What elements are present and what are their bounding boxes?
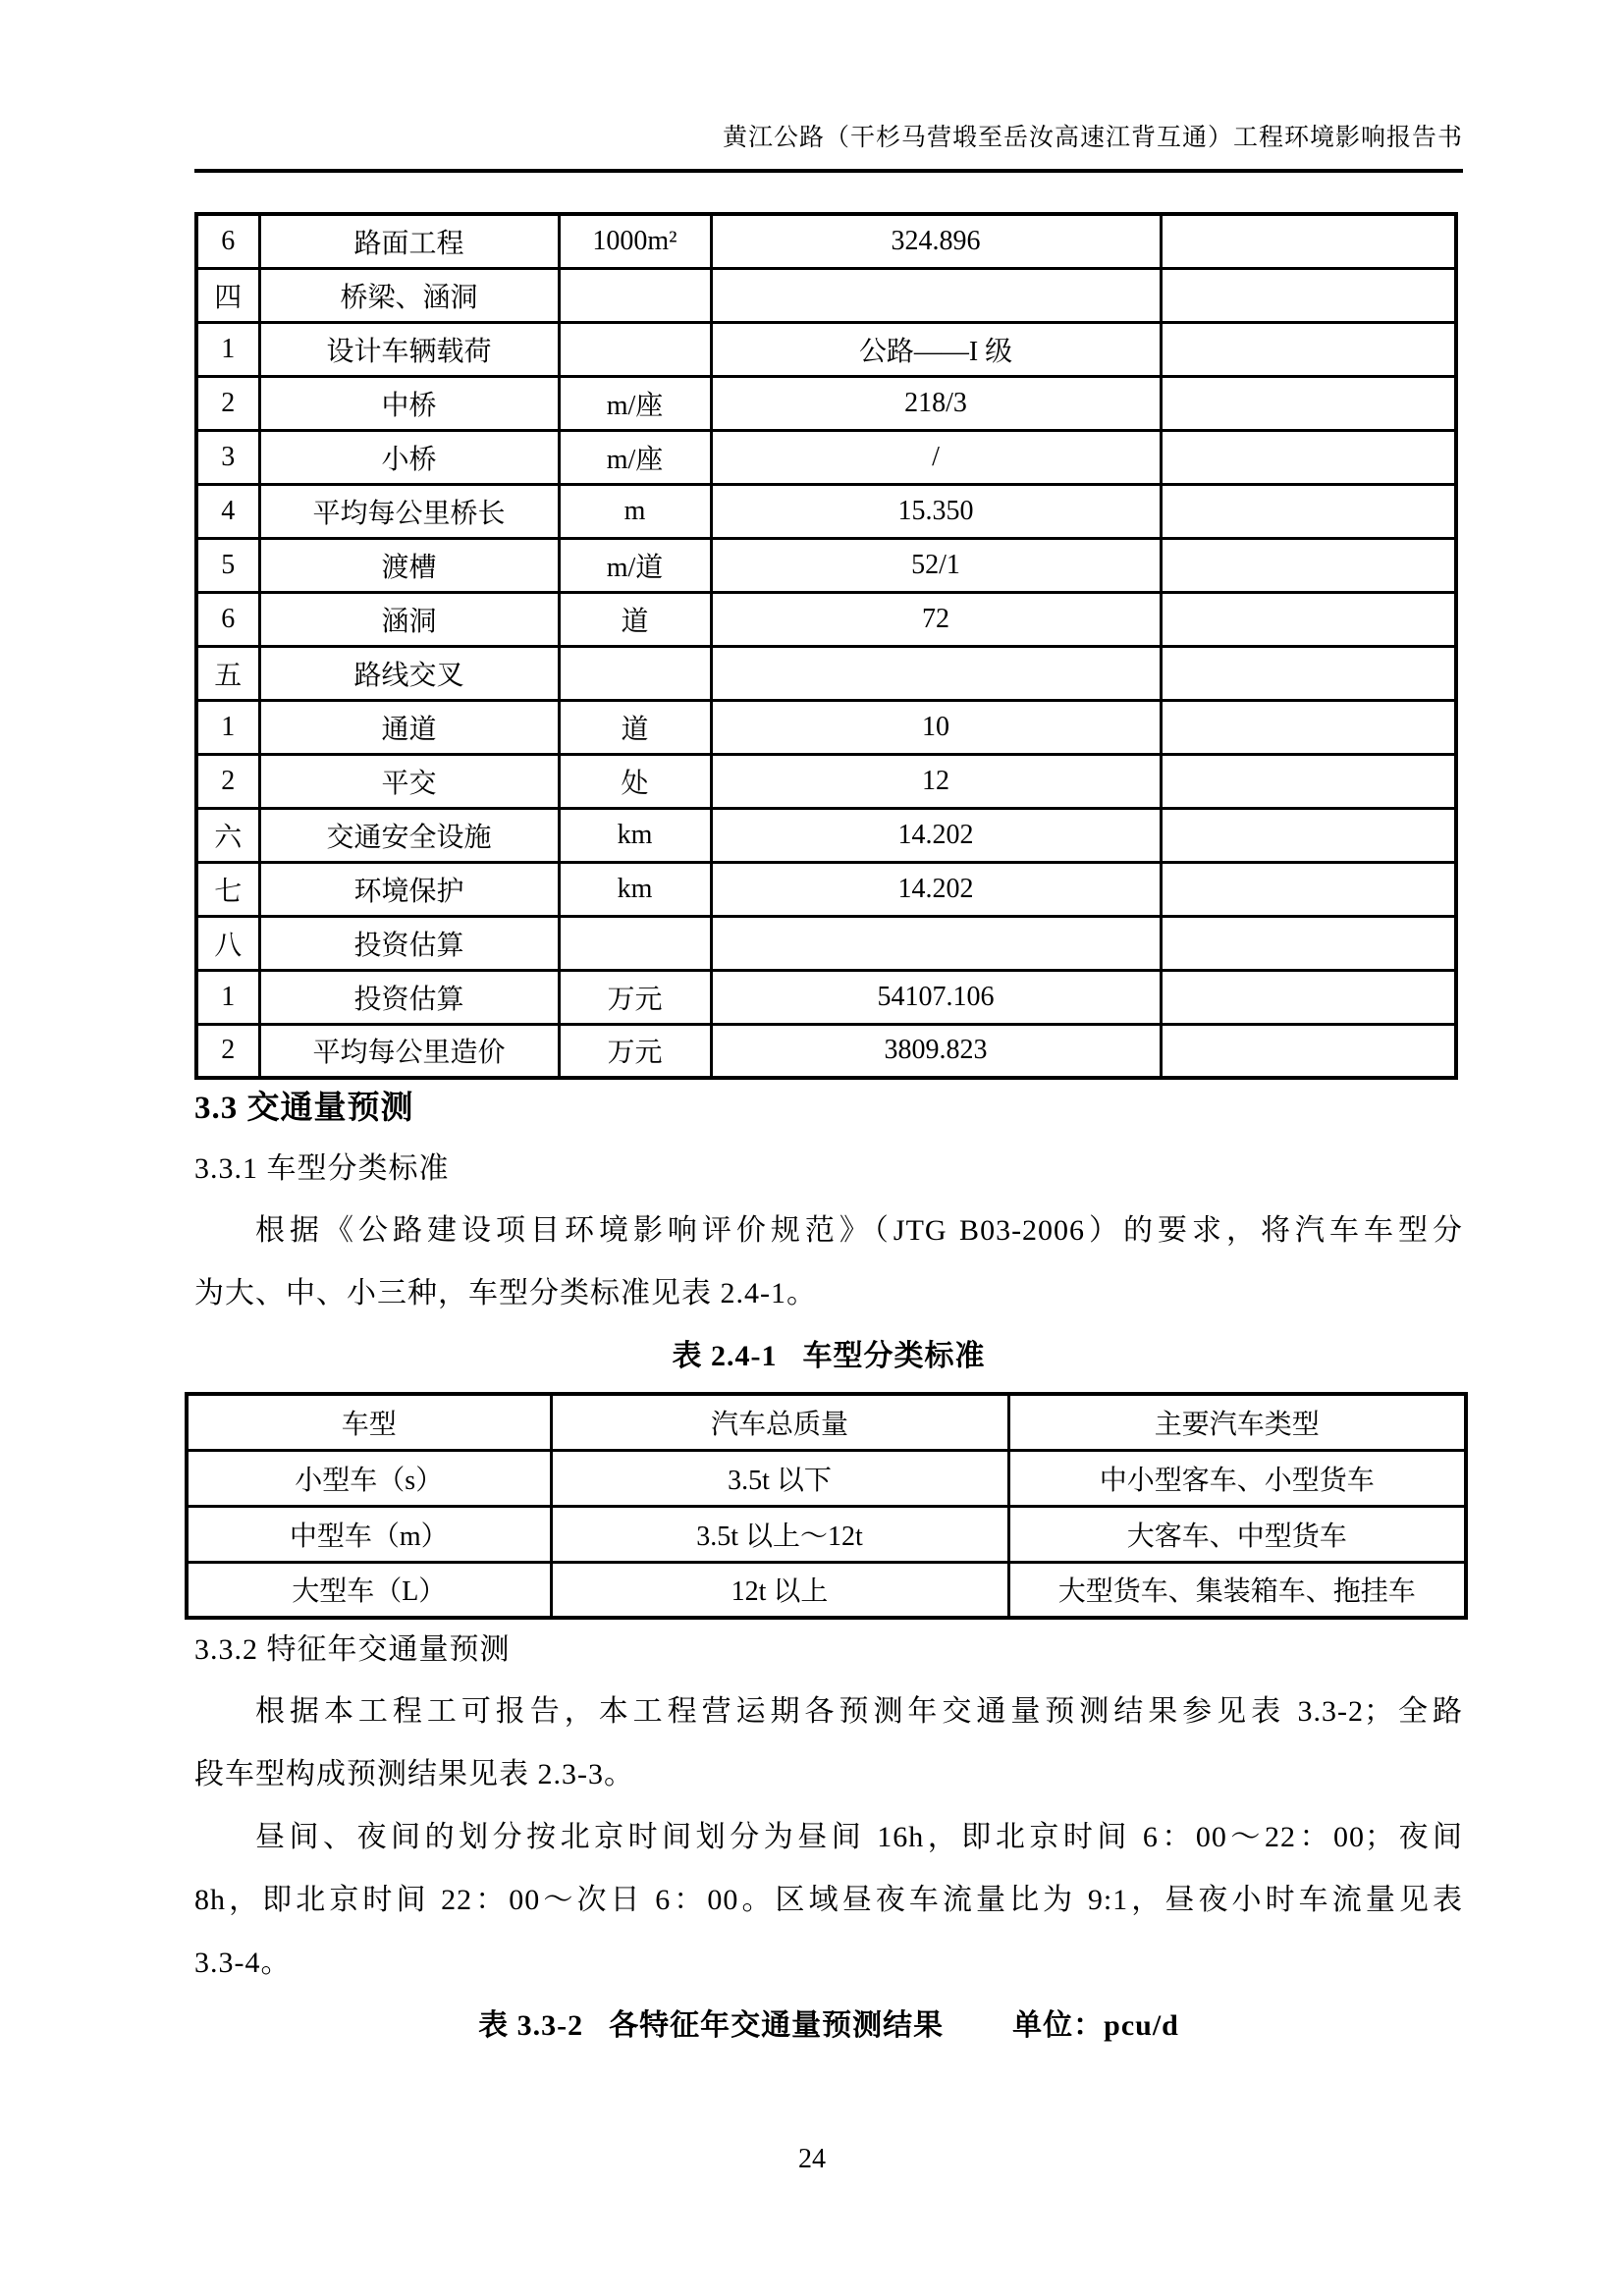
cell-item: 设计车辆载荷	[259, 322, 559, 376]
cell-no: 4	[196, 484, 259, 538]
table-row	[196, 754, 1456, 808]
header-cell-vehicle-type: 车型	[187, 1394, 551, 1450]
paragraph-line: 根据本工程工可报告，本工程营运期各预测年交通量预测结果参见表 3.3-2；全路	[255, 1695, 1463, 1728]
cell-no: 2	[196, 1024, 259, 1078]
cell-gross-mass: 12t 以上	[551, 1562, 1008, 1618]
vehicle-table-caption	[194, 1335, 1463, 1378]
cell-unit	[559, 916, 711, 970]
cell-qty: 15.350	[711, 484, 1161, 538]
cell-qty	[711, 268, 1161, 322]
cell-qty	[711, 916, 1161, 970]
table-row	[196, 268, 1456, 322]
cell-no: 1	[196, 970, 259, 1024]
cell-qty: 12	[711, 754, 1161, 808]
cell-qty: 10	[711, 700, 1161, 754]
table-row	[196, 214, 1456, 268]
cell-unit: 1000m²	[559, 214, 711, 268]
header-rule	[194, 169, 1463, 173]
paragraph-vehicle-classification	[194, 1200, 1463, 1325]
header-cell-main-types: 主要汽车类型	[1008, 1394, 1466, 1450]
cell-gross-mass: 3.5t 以上～12t	[551, 1506, 1008, 1562]
cell-remark	[1161, 916, 1456, 970]
cell-unit: m/道	[559, 538, 711, 592]
traffic-table-caption	[194, 2004, 1463, 2048]
cell-unit	[559, 646, 711, 700]
table-row	[196, 322, 1456, 376]
cell-remark	[1161, 430, 1456, 484]
cell-unit: 道	[559, 700, 711, 754]
cell-unit: km	[559, 862, 711, 916]
paragraph-line: 昼间、夜间的划分按北京时间划分为昼间 16h，即北京时间 6：00～22：00；夜间	[255, 1821, 1463, 1853]
traffic-table-caption-title: 各特征年交通量预测结果	[609, 2009, 945, 2042]
section-3-3-heading: 3.3 交通量预测	[194, 1091, 414, 1126]
cell-remark	[1161, 1024, 1456, 1078]
cell-remark	[1161, 970, 1456, 1024]
cell-qty: 公路——I 级	[711, 322, 1161, 376]
cell-qty: 14.202	[711, 862, 1161, 916]
section-3-3-1-heading: 3.3.1 车型分类标准	[194, 1152, 450, 1185]
cell-remark	[1161, 646, 1456, 700]
paragraph-line: 为大、中、小三种，车型分类标准见表 2.4-1。	[194, 1277, 817, 1309]
table-row	[196, 430, 1456, 484]
table-row	[196, 862, 1456, 916]
table-row	[196, 376, 1456, 430]
cell-qty	[711, 646, 1161, 700]
cell-main-types: 中小型客车、小型货车	[1008, 1450, 1466, 1506]
paragraph-line: 段车型构成预测结果见表 2.3-3。	[194, 1758, 634, 1790]
cell-remark	[1161, 376, 1456, 430]
paragraph-traffic-forecast	[194, 1681, 1463, 1806]
cell-vehicle-type: 大型车（L）	[187, 1562, 551, 1618]
cell-no: 6	[196, 592, 259, 646]
cell-remark	[1161, 592, 1456, 646]
cell-item: 交通安全设施	[259, 808, 559, 862]
section-3-3-2-heading: 3.3.2 特征年交通量预测	[194, 1633, 511, 1666]
cell-no: 七	[196, 862, 259, 916]
vehicle-table-caption-title: 车型分类标准	[802, 1340, 986, 1372]
cell-no: 八	[196, 916, 259, 970]
cell-item: 平交	[259, 754, 559, 808]
table-row	[196, 916, 1456, 970]
cell-unit: 道	[559, 592, 711, 646]
cell-main-types: 大客车、中型货车	[1008, 1506, 1466, 1562]
table-row	[187, 1562, 1466, 1618]
cell-unit: m/座	[559, 430, 711, 484]
cell-no: 5	[196, 538, 259, 592]
cell-unit	[559, 322, 711, 376]
page-number: 24	[798, 2144, 826, 2174]
table-row	[196, 1024, 1456, 1078]
cell-remark	[1161, 538, 1456, 592]
cell-qty: /	[711, 430, 1161, 484]
cell-unit: 处	[559, 754, 711, 808]
cell-no: 2	[196, 754, 259, 808]
table-row	[196, 808, 1456, 862]
page-header-title: 黄江公路（干杉马营塅至岳汝高速江背互通）工程环境影响报告书	[722, 125, 1463, 151]
cell-no: 六	[196, 808, 259, 862]
cell-item: 环境保护	[259, 862, 559, 916]
cell-item: 投资估算	[259, 970, 559, 1024]
traffic-table-caption-label: 表 3.3-2	[478, 2009, 584, 2042]
cell-unit: m/座	[559, 376, 711, 430]
cell-qty: 72	[711, 592, 1161, 646]
cell-item: 投资估算	[259, 916, 559, 970]
cell-no: 1	[196, 700, 259, 754]
vehicle-table-caption-label: 表 2.4-1	[672, 1340, 778, 1372]
paragraph-line: 8h，即北京时间 22：00～次日 6：00。区域昼夜车流量比为 9:1，昼夜小时车流量见表	[194, 1884, 1463, 1916]
cell-unit: 万元	[559, 970, 711, 1024]
cell-item: 路线交叉	[259, 646, 559, 700]
cell-remark	[1161, 322, 1456, 376]
cell-main-types: 大型货车、集装箱车、拖挂车	[1008, 1562, 1466, 1618]
table-row	[196, 700, 1456, 754]
cell-gross-mass: 3.5t 以下	[551, 1450, 1008, 1506]
cell-remark	[1161, 754, 1456, 808]
header-cell-gross-mass: 汽车总质量	[551, 1394, 1008, 1450]
vehicle-classification-table	[185, 1392, 1468, 1620]
table-row	[196, 484, 1456, 538]
cell-remark	[1161, 268, 1456, 322]
cell-item: 平均每公里造价	[259, 1024, 559, 1078]
cell-no: 五	[196, 646, 259, 700]
cell-item: 涵洞	[259, 592, 559, 646]
cell-item: 路面工程	[259, 214, 559, 268]
table-row	[196, 970, 1456, 1024]
cell-qty: 3809.823	[711, 1024, 1161, 1078]
cell-no: 6	[196, 214, 259, 268]
cell-no: 1	[196, 322, 259, 376]
cell-remark	[1161, 808, 1456, 862]
cell-no: 3	[196, 430, 259, 484]
paragraph-line: 根据《公路建设项目环境影响评价规范》（JTG B03-2006）的要求，将汽车车型分	[255, 1214, 1463, 1247]
cell-qty: 14.202	[711, 808, 1161, 862]
cell-vehicle-type: 中型车（m）	[187, 1506, 551, 1562]
table-row	[196, 592, 1456, 646]
cell-qty: 324.896	[711, 214, 1161, 268]
cell-item: 桥梁、涵洞	[259, 268, 559, 322]
cell-vehicle-type: 小型车（s）	[187, 1450, 551, 1506]
cell-qty: 52/1	[711, 538, 1161, 592]
table-row	[187, 1506, 1466, 1562]
table-header-row	[187, 1394, 1466, 1450]
table-row	[196, 646, 1456, 700]
cell-no: 四	[196, 268, 259, 322]
cell-remark	[1161, 214, 1456, 268]
cell-unit: km	[559, 808, 711, 862]
cell-item: 中桥	[259, 376, 559, 430]
cell-qty: 218/3	[711, 376, 1161, 430]
cell-unit: 万元	[559, 1024, 711, 1078]
project-scale-table	[194, 212, 1458, 1080]
paragraph-day-night-split	[194, 1806, 1463, 1995]
cell-no: 2	[196, 376, 259, 430]
cell-unit	[559, 268, 711, 322]
cell-item: 小桥	[259, 430, 559, 484]
table-row	[187, 1450, 1466, 1506]
cell-remark	[1161, 484, 1456, 538]
cell-item: 平均每公里桥长	[259, 484, 559, 538]
paragraph-line: 3.3-4。	[194, 1947, 292, 1979]
table-row	[196, 538, 1456, 592]
cell-qty: 54107.106	[711, 970, 1161, 1024]
cell-remark	[1161, 862, 1456, 916]
cell-item: 渡槽	[259, 538, 559, 592]
cell-remark	[1161, 700, 1456, 754]
traffic-table-caption-unit: 单位：pcu/d	[1012, 2009, 1179, 2042]
cell-unit: m	[559, 484, 711, 538]
cell-item: 通道	[259, 700, 559, 754]
